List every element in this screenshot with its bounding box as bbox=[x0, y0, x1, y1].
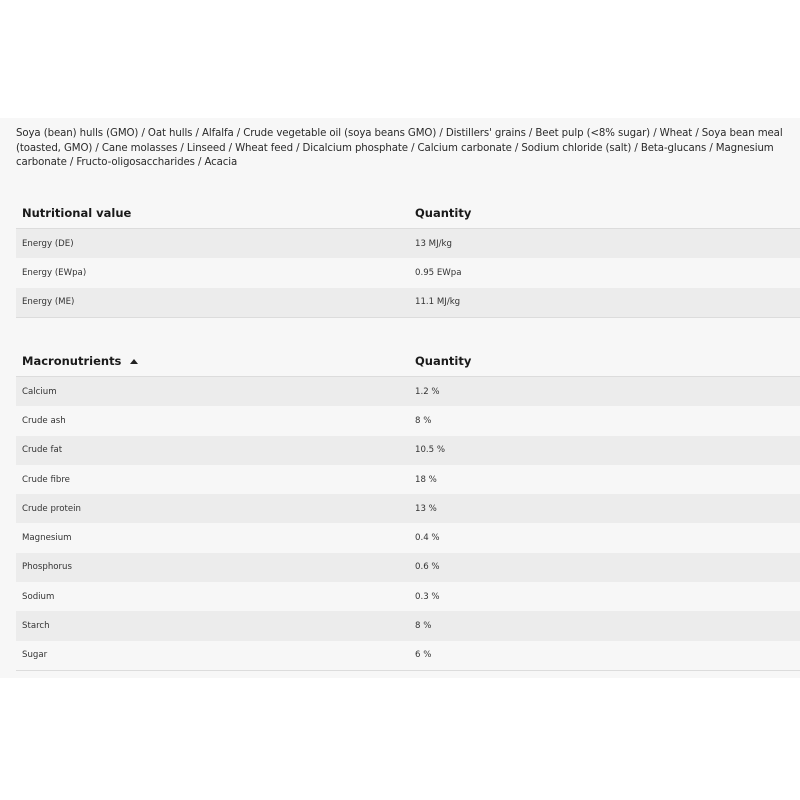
table-row bbox=[16, 494, 800, 523]
row-value: 0.95 EWpa bbox=[415, 267, 462, 278]
row-name: Sodium bbox=[22, 591, 55, 602]
row-value: 0.4 % bbox=[415, 533, 440, 544]
row-name: Magnesium bbox=[22, 533, 72, 544]
row-value: 0.3 % bbox=[415, 591, 440, 602]
table-row bbox=[16, 641, 800, 670]
table-row bbox=[16, 611, 800, 640]
table-row bbox=[16, 406, 800, 435]
table-row bbox=[16, 465, 800, 494]
row-value: 8 % bbox=[415, 415, 432, 426]
row-name: Crude fibre bbox=[22, 474, 70, 485]
nutritional-table-header bbox=[16, 198, 800, 229]
table-row bbox=[16, 523, 800, 552]
row-name: Calcium bbox=[22, 386, 57, 397]
table-row bbox=[16, 229, 800, 258]
row-name: Energy (ME) bbox=[22, 297, 75, 308]
macronutrients-column-header: Macronutrients bbox=[22, 354, 122, 368]
sort-ascending-icon[interactable] bbox=[130, 359, 138, 364]
table-row bbox=[16, 582, 800, 611]
row-name: Crude fat bbox=[22, 445, 63, 456]
row-name: Crude protein bbox=[22, 503, 82, 514]
row-name: Phosphorus bbox=[22, 562, 72, 573]
row-name: Energy (DE) bbox=[22, 238, 74, 249]
product-details-panel bbox=[0, 118, 800, 678]
nutritional-value-column-header: Nutritional value bbox=[22, 206, 132, 220]
ingredients-text: Soya (bean) hulls (GMO) / Oat hulls / Alfalfa / Crude vegetable oil (soya beans GMO) / Distillers' grains / Beet pulp (<8% sugar) / Wheat / Soya bean meal (toasted, GMO) / Cane molasses / Linseed / Wheat feed / Dicalcium phosphate / Calcium carbonate / Sodium chloride (salt) / Beta-glucans / Magnesium carbonate / Fructo-oligosaccharides / Acacia bbox=[16, 128, 783, 168]
row-name: Starch bbox=[22, 621, 50, 632]
row-value: 13 MJ/kg bbox=[415, 238, 452, 249]
row-value: 8 % bbox=[415, 621, 432, 632]
quantity-column-header: Quantity bbox=[415, 206, 472, 220]
quantity-column-header: Quantity bbox=[415, 354, 472, 368]
row-name: Energy (EWpa) bbox=[22, 267, 87, 278]
macronutrients-table-header bbox=[16, 346, 800, 377]
nutritional-value-table bbox=[16, 198, 800, 318]
table-row bbox=[16, 377, 800, 406]
row-value: 11.1 MJ/kg bbox=[415, 297, 461, 308]
row-value: 13 % bbox=[415, 503, 437, 514]
row-value: 1.2 % bbox=[415, 386, 440, 397]
table-row bbox=[16, 258, 800, 287]
table-row bbox=[16, 553, 800, 582]
table-row bbox=[16, 288, 800, 317]
row-name: Crude ash bbox=[22, 415, 66, 426]
table-row bbox=[16, 436, 800, 465]
macronutrients-table bbox=[16, 346, 800, 671]
row-value: 10.5 % bbox=[415, 445, 446, 456]
row-value: 18 % bbox=[415, 474, 437, 485]
macronutrients-sort-header[interactable] bbox=[22, 354, 138, 368]
row-value: 6 % bbox=[415, 650, 432, 661]
row-name: Sugar bbox=[22, 650, 48, 661]
row-value: 0.6 % bbox=[415, 562, 440, 573]
